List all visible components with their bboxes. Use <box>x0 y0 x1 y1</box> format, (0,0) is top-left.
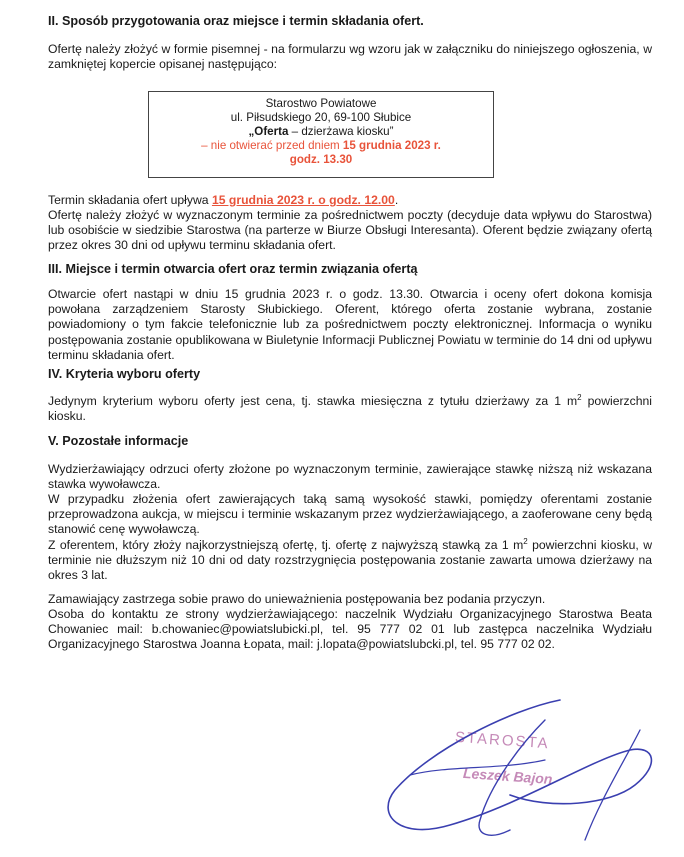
section-4-text-after: powierzchni kiosku. <box>48 394 652 424</box>
envelope-line-1: Starostwo Powiatowe <box>265 97 377 110</box>
signature-stamp-title: STAROSTA <box>454 728 551 753</box>
section-4-sup: 2 <box>577 392 582 402</box>
envelope-label-box <box>148 91 494 178</box>
section-5-p3-before: Z oferentem, który złoży najkorzystniejszą ofertę, tj. ofertę z najwyższą stawką za 1 m <box>48 538 524 552</box>
section-5-p3-after: powierzchni kiosku, w terminie nie dłuższym niż 10 dni od daty rozstrzygnięcia postępowania zostanie zawarta umowa dzierżawy na okres 3 lat. <box>48 538 652 583</box>
deadline-suffix: . <box>394 193 399 207</box>
envelope-warning-prefix: – nie otwierać przed dniem <box>201 139 343 152</box>
section-5-paragraph-3 <box>48 538 652 584</box>
section-5-paragraph-1: Wydzierżawiający odrzuci oferty złożone po wyznaczonym terminie, zawierające stawkę niższą niż wskazana stawka wywoławcza. <box>48 462 652 492</box>
section-5-heading: V. Pozostałe informacje <box>48 434 189 448</box>
section-5-paragraph-4: Zamawiający zastrzega sobie prawo do unieważnienia postępowania bez podania przyczyn. <box>48 592 546 606</box>
handwritten-signature <box>370 690 670 850</box>
section-4-heading: IV. Kryteria wyboru oferty <box>48 367 201 381</box>
envelope-offer-prefix: „Oferta <box>248 125 289 138</box>
section-4-text <box>48 394 652 424</box>
envelope-line-2: ul. Piłsudskiego 20, 69-100 Słubice <box>230 111 412 124</box>
section-5-p3-sup: 2 <box>523 536 528 546</box>
deadline-date: 15 grudnia 2023 r. o godz. 12.00 <box>211 193 395 207</box>
section-4-text-before: Jedynym kryterium wyboru oferty jest cena, tj. stawka miesięczna z tytułu dzierżawy za 1 m <box>48 394 578 408</box>
section-2-deadline <box>48 193 652 208</box>
section-2-heading: II. Sposób przygotowania oraz miejsce i termin składania ofert. <box>48 14 424 28</box>
section-3-heading: III. Miejsce i termin otwarcia ofert oraz termin związania ofertą <box>48 262 418 276</box>
section-2-intro: Ofertę należy złożyć w formie pisemnej - na formularzu wg wzoru jak w załączniku do niniejszego ogłoszenia, w zamkniętej kopercie opisanej następująco: <box>48 42 652 72</box>
signature-stamp-name: Leszek Bajon <box>462 764 553 788</box>
section-5-paragraph-2: W przypadku złożenia ofert zawierających taką samą wysokość stawki, pomiędzy oferentami zostanie przeprowadzona aukcja, w miejscu i terminie wskazanym przez wydzierżawiającego, a zaoferowane ceny będą stanowić cenę wywoławczą. <box>48 492 652 537</box>
envelope-offer-line <box>149 125 493 139</box>
envelope-warning-time: godz. 13.30 <box>289 153 353 166</box>
envelope-warning-date: 15 grudnia 2023 r. <box>342 139 441 152</box>
envelope-warning-time-line <box>149 153 493 167</box>
envelope-warning-line <box>149 139 493 153</box>
deadline-prefix: Termin składania ofert upływa <box>48 193 212 207</box>
section-3-text: Otwarcie ofert nastąpi w dniu 15 grudnia 2023 r. o godz. 13.30. Otwarcia i oceny ofert dokona komisja powołana zarządzeniem Starosty Słubickiego. Oferent, którego oferta zostanie wybrana, zostanie powiadomiony o tym fakcie telefonicznie lub za pośrednictwem poczty elektronicznej. Informacja o wyniku postępowania zostanie opublikowana w Biuletynie Informacji Publicznej Powiatu w terminie do 14 dni od upływu terminu składania ofert. <box>48 287 652 362</box>
section-5-paragraph-5: Osoba do kontaktu ze strony wydzierżawiającego: naczelnik Wydziału Organizacyjnego Starostwa Beata Chowaniec mail: b.chowaniec@powiatslubicki.pl, tel. 95 777 02 01 lub zastępca naczelnika Wydziału Organizacyjnego Starostwa Joanna Łopata, mail: j.lopata@powiatslubcki.pl, tel. 95 777 02 02. <box>48 607 652 652</box>
envelope-offer-rest: – dzierżawa kiosku” <box>288 125 394 138</box>
section-2-delivery: Ofertę należy złożyć w wyznaczonym terminie za pośrednictwem poczty (decyduje data wpływu do Starostwa) lub osobiście w siedzibie Starostwa (na parterze w Biurze Obsługi Interesanta). Oferent będzie związany ofertą przez okres 30 dni od upływu terminu składania ofert. <box>48 208 652 253</box>
